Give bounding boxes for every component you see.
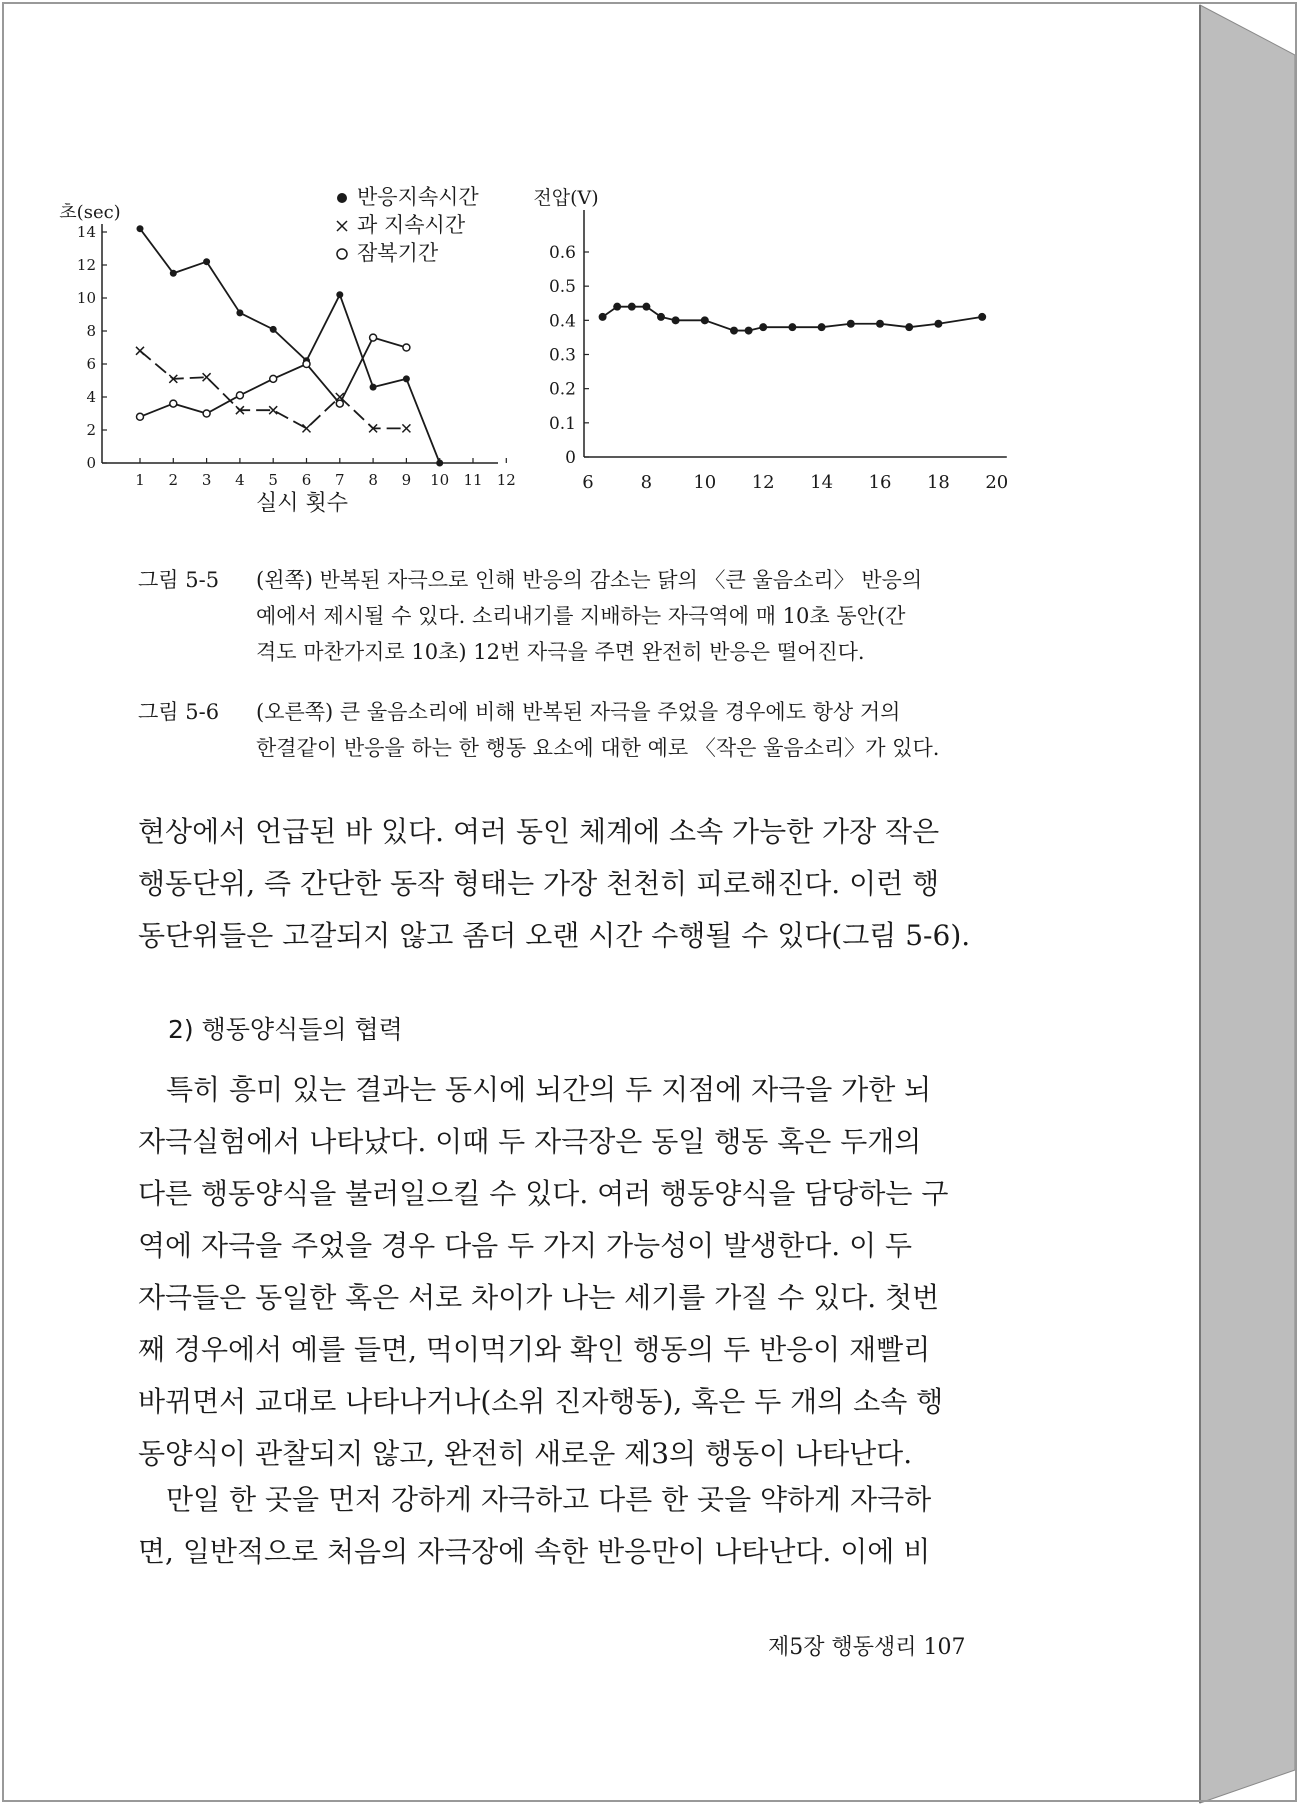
x-tick-label: 3	[201, 471, 212, 489]
text-line: 면, 일반적으로 처음의 자극장에 속한 반응만이 나타난다. 이에 비	[138, 1535, 931, 1568]
data-point	[236, 392, 243, 399]
data-point	[403, 344, 410, 351]
x-tick-label: 2	[168, 471, 179, 489]
x-tick-label: 8	[368, 471, 378, 489]
data-point	[701, 316, 709, 324]
data-point	[745, 327, 753, 335]
text-line: 자극실험에서 나타났다. 이때 두 자극장은 동일 행동 혹은 두개의	[138, 1125, 922, 1158]
x-axis-label: 실시 횟수	[255, 491, 349, 516]
data-point	[170, 400, 177, 407]
text-line: 다른 행동양식을 불러일으킬 수 있다. 여러 행동양식을 담당하는 구	[138, 1177, 949, 1210]
y-tick-label: 0.3	[548, 345, 576, 366]
data-point	[370, 334, 377, 341]
series-line-2	[140, 351, 406, 429]
data-point	[730, 327, 738, 335]
x-tick-label: 10	[693, 472, 717, 493]
caption-line: (왼쪽) 반복된 자극으로 인해 반응의 감소는 닭의 〈큰 울음소리〉 반응의	[256, 568, 923, 592]
paragraph-1	[138, 806, 1018, 962]
data-point	[303, 424, 311, 432]
figure-charts	[40, 180, 1080, 540]
data-point	[934, 320, 942, 328]
section-heading: 2) 행동양식들의 협력	[168, 1015, 403, 1044]
y-tick-label: 2	[86, 421, 96, 439]
x-tick-label: 1	[135, 471, 145, 489]
text-line: 현상에서 언급된 바 있다. 여러 동인 체계에 소속 가능한 가장 작은	[138, 815, 940, 848]
data-point	[759, 323, 767, 331]
paragraph-2	[138, 1064, 1018, 1480]
data-point	[436, 460, 443, 467]
y-tick-label: 4	[86, 388, 96, 406]
caption-line: 격도 마찬가지로 10초) 12번 자극을 주면 완전히 반응은 떨어진다.	[256, 640, 865, 664]
caption-line: (오른쪽) 큰 울음소리에 비해 반복된 자극을 주었을 경우에도 항상 거의	[256, 700, 901, 724]
data-point	[303, 361, 310, 368]
text-line: 자극들은 동일한 혹은 서로 차이가 나는 세기를 가질 수 있다. 첫번	[138, 1281, 940, 1314]
data-point	[403, 375, 410, 382]
legend-marker	[337, 221, 347, 231]
data-point	[336, 291, 343, 298]
data-point	[270, 326, 277, 333]
x-tick-label: 12	[496, 471, 516, 489]
y-tick-label: 0.4	[548, 311, 576, 332]
legend-label: 반응지속시간	[357, 185, 479, 209]
x-tick-label: 12	[751, 472, 775, 493]
data-point	[978, 313, 986, 321]
caption-line: 예에서 제시될 수 있다. 소리내기를 지배하는 자극역에 매 10초 동안(간	[256, 604, 906, 628]
data-point	[847, 320, 855, 328]
x-tick-label: 9	[401, 471, 412, 489]
data-point	[672, 316, 680, 324]
text-line: 특히 흥미 있는 결과는 동시에 뇌간의 두 지점에 자극을 가한 뇌	[166, 1073, 932, 1106]
caption-label: 그림 5-5	[138, 568, 220, 592]
page-footer: 제5장 행동생리 107	[768, 1635, 966, 1660]
legend-marker	[337, 193, 347, 203]
x-tick-label: 18	[926, 472, 950, 493]
legend-label: 과 지속시간	[357, 213, 466, 237]
data-point	[905, 323, 913, 331]
data-point	[657, 313, 665, 321]
text-line: 동양식이 관찰되지 않고, 완전히 새로운 제3의 행동이 나타난다.	[138, 1437, 913, 1470]
x-tick-label: 4	[235, 471, 245, 489]
y-axis-label: 전압(V)	[533, 187, 599, 209]
text-line: 행동단위, 즉 간단한 동작 형태는 가장 천천히 피로해진다. 이런 행	[138, 867, 940, 900]
data-point	[599, 313, 607, 321]
data-point	[613, 303, 621, 311]
caption-line: 한결같이 반응을 하는 한 행동 요소에 대한 예로 〈작은 울음소리〉가 있다.	[256, 736, 940, 760]
y-tick-label: 0	[86, 454, 96, 472]
data-point	[370, 384, 377, 391]
paragraph-3	[138, 1474, 1018, 1578]
x-tick-label: 6	[301, 471, 312, 489]
y-tick-label: 0.5	[548, 277, 576, 298]
x-tick-label: 11	[463, 471, 483, 489]
text-line: 째 경우에서 예를 들면, 먹이먹기와 확인 행동의 두 반응이 재빨리	[138, 1333, 931, 1366]
data-point	[269, 406, 277, 414]
data-point	[137, 225, 144, 232]
data-point	[270, 375, 277, 382]
data-point	[203, 410, 210, 417]
x-tick-label: 10	[430, 471, 450, 489]
y-tick-label: 10	[76, 289, 96, 307]
y-tick-label: 12	[76, 256, 96, 274]
x-tick-label: 14	[810, 472, 834, 493]
x-tick-label: 8	[640, 472, 653, 493]
x-tick-label: 16	[868, 472, 892, 493]
data-point	[136, 347, 144, 355]
caption-label: 그림 5-6	[138, 700, 220, 724]
data-point	[203, 373, 211, 381]
text-line: 바뀌면서 교대로 나타나거나(소위 진자행동), 혹은 두 개의 소속 행	[138, 1385, 944, 1418]
data-point	[236, 309, 243, 316]
legend-marker	[337, 249, 347, 259]
y-axis-label: 초(sec)	[59, 202, 121, 223]
text-line: 역에 자극을 주었을 경우 다음 두 가지 가능성이 발생한다. 이 두	[138, 1229, 913, 1262]
x-tick-label: 6	[582, 472, 594, 493]
y-tick-label: 14	[76, 223, 96, 241]
y-tick-label: 6	[86, 355, 96, 373]
data-point	[628, 303, 636, 311]
y-tick-label: 8	[86, 322, 96, 340]
data-point	[203, 258, 210, 265]
data-point	[788, 323, 796, 331]
text-line: 만일 한 곳을 먼저 강하게 자극하고 다른 한 곳을 약하게 자극하	[166, 1483, 932, 1516]
data-point	[876, 320, 884, 328]
data-point	[818, 323, 826, 331]
x-tick-label: 20	[985, 472, 1009, 493]
data-point	[336, 400, 343, 407]
y-tick-label: 0	[565, 448, 576, 468]
x-tick-label: 5	[268, 471, 278, 489]
data-point	[642, 303, 650, 311]
data-point	[170, 270, 177, 277]
y-tick-label: 0.2	[548, 379, 576, 400]
y-tick-label: 0.1	[548, 413, 576, 434]
y-tick-label: 0.6	[548, 243, 576, 263]
data-point	[402, 424, 410, 432]
legend-label: 잠복기간	[357, 241, 439, 265]
text-line: 동단위들은 고갈되지 않고 좀더 오랜 시간 수행될 수 있다(그림 5-6).	[138, 919, 971, 952]
data-point	[137, 413, 144, 420]
x-tick-label: 7	[335, 471, 345, 489]
